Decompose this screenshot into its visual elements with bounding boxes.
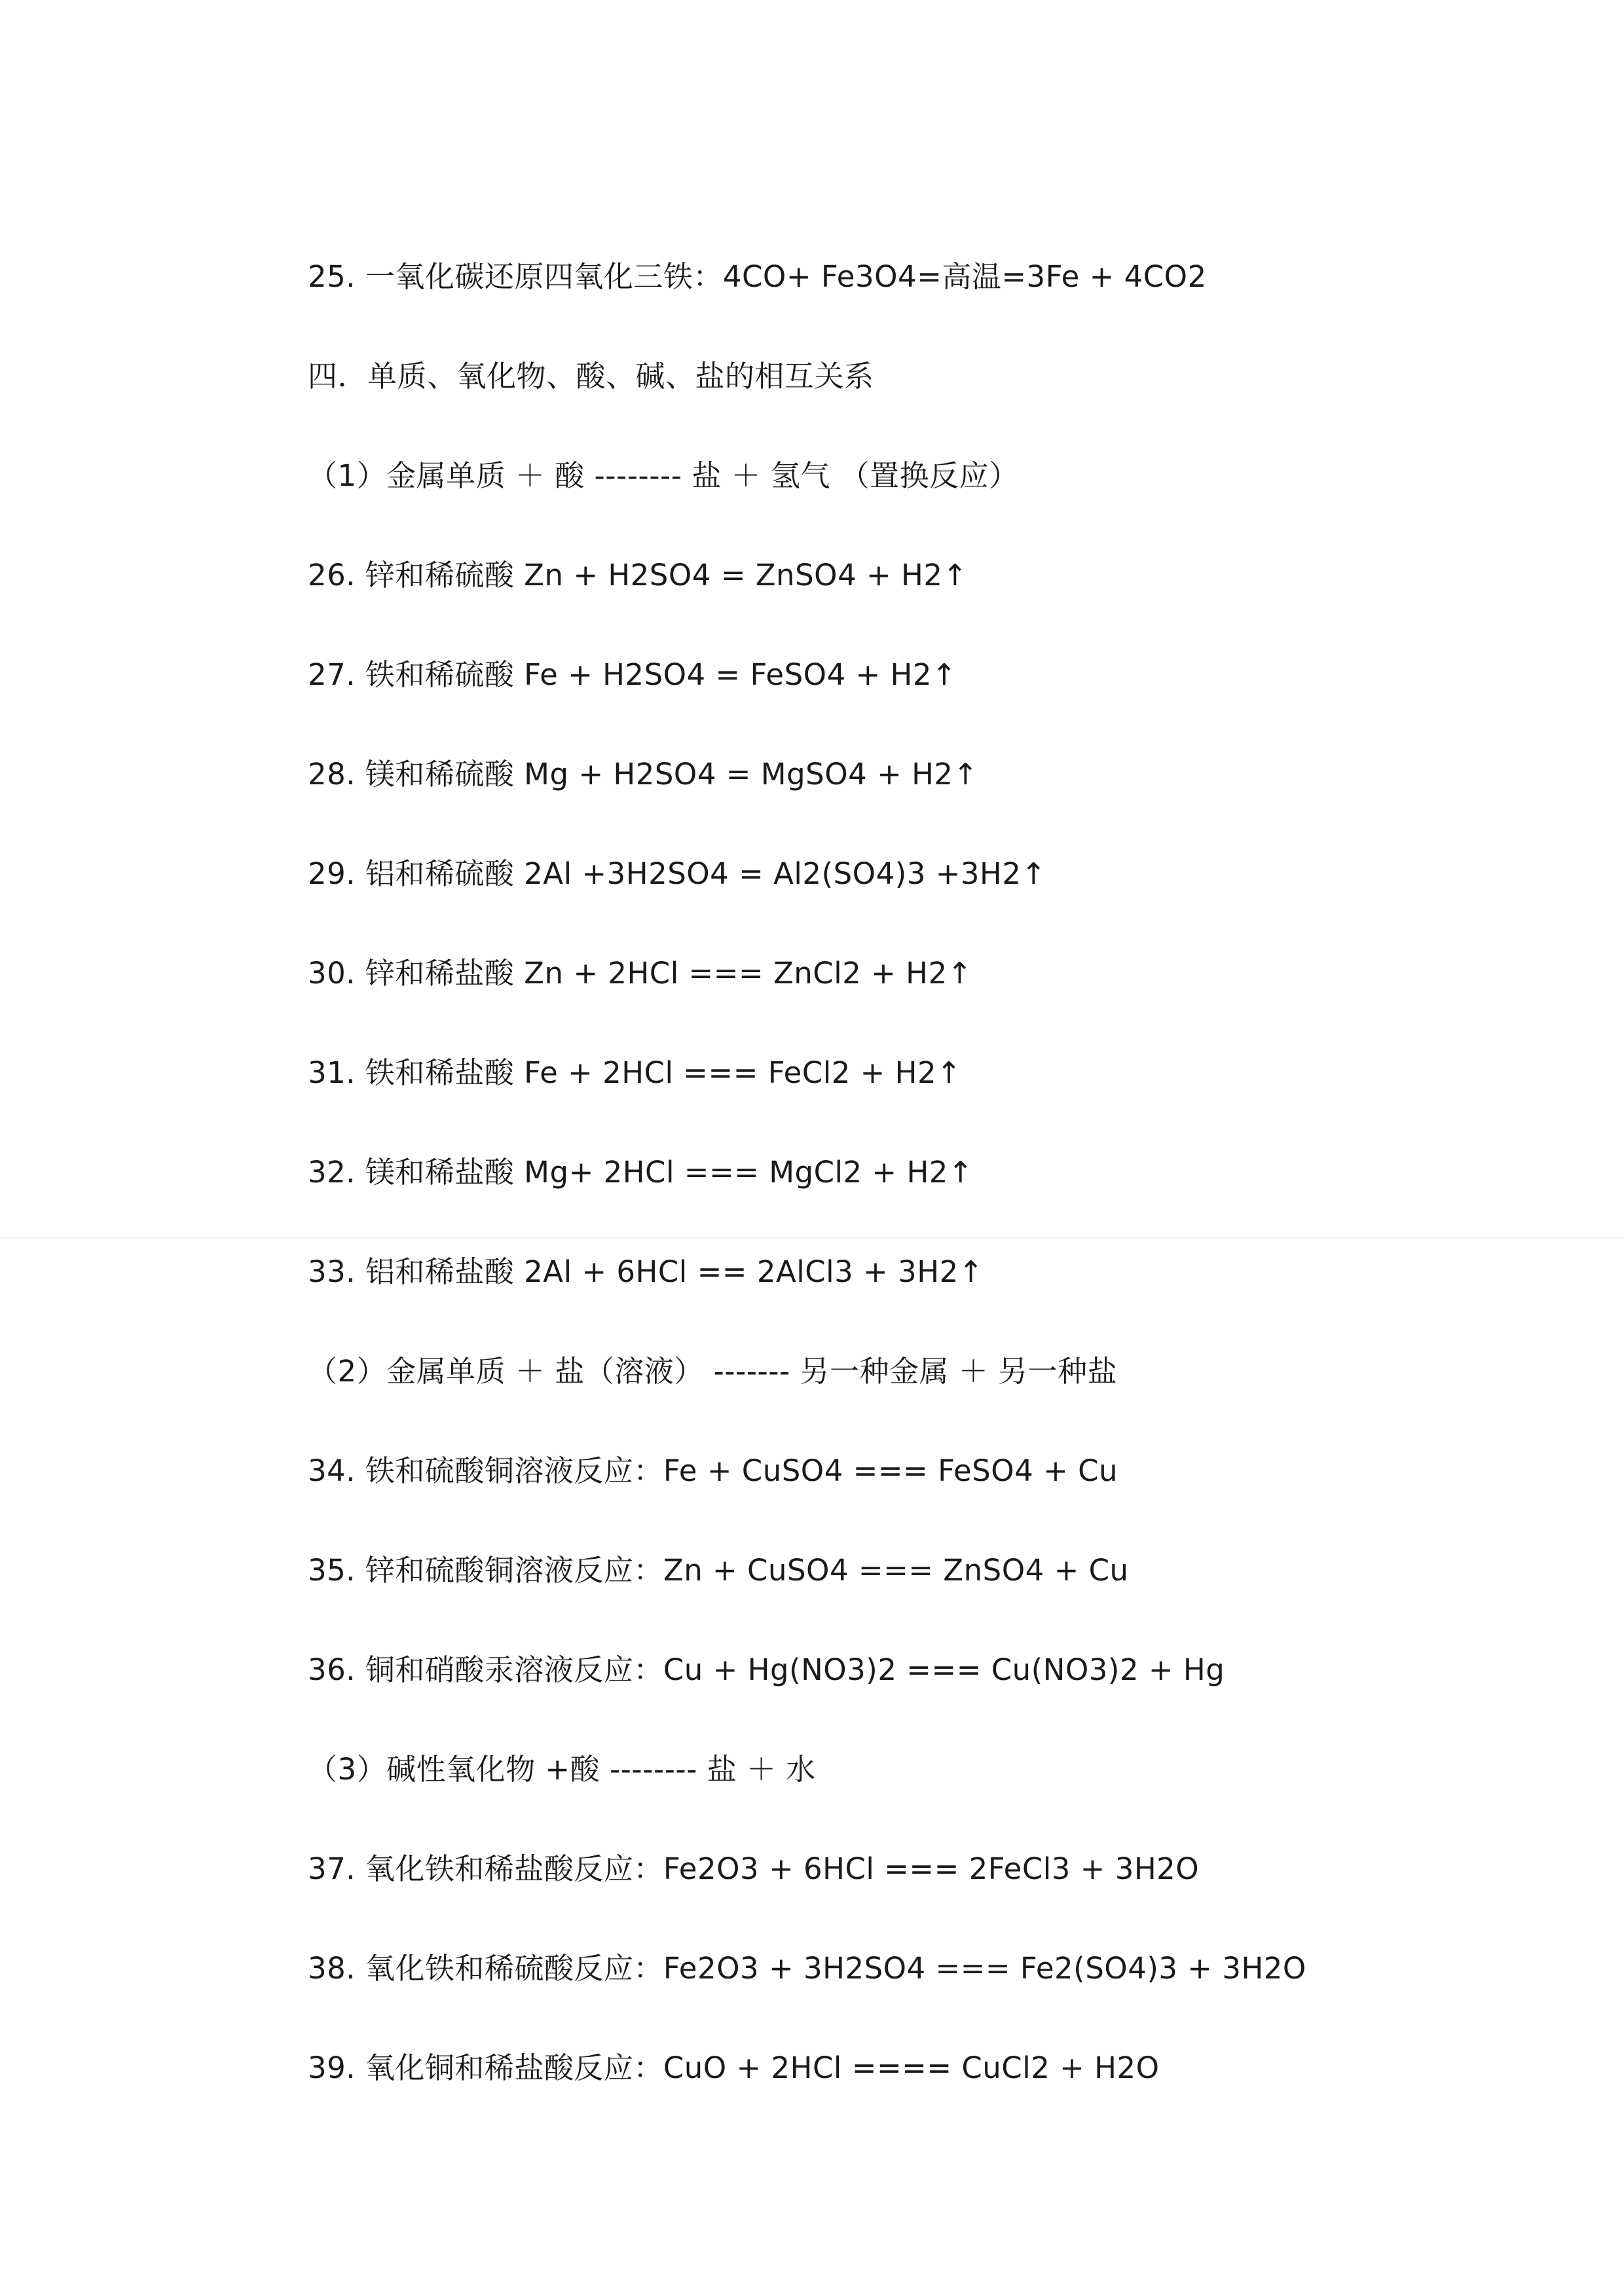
- equation-line-33: 33. 铝和稀盐酸 2Al + 6HCl == 2AlCl3 + 3H2↑: [308, 1254, 984, 1289]
- equation-line-35: 35. 锌和硫酸铜溶液反应：Zn + CuSO4 === ZnSO4 + Cu: [308, 1553, 1129, 1588]
- group-heading-1: （1）金属单质 ＋ 酸 -------- 盐 ＋ 氢气 （置换反应）: [308, 458, 1019, 493]
- equation-line-36: 36. 铜和硝酸汞溶液反应：Cu + Hg(NO3)2 === Cu(NO3)2 + Hg: [308, 1652, 1225, 1687]
- group-heading-3: （3）碱性氧化物 +酸 -------- 盐 ＋ 水: [308, 1752, 816, 1787]
- equation-line-26: 26. 锌和稀硫酸 Zn + H2SO4 = ZnSO4 + H2↑: [308, 558, 968, 592]
- equation-line-32: 32. 镁和稀盐酸 Mg+ 2HCl === MgCl2 + H2↑: [308, 1155, 974, 1190]
- equation-line-30: 30. 锌和稀盐酸 Zn + 2HCl === ZnCl2 + H2↑: [308, 956, 972, 991]
- group-heading-2: （2）金属单质 ＋ 盐（溶液） ------- 另一种金属 ＋ 另一种盐: [308, 1354, 1118, 1389]
- equation-line-25: 25. 一氧化碳还原四氧化三铁：4CO+ Fe3O4=高温=3Fe + 4CO2: [308, 259, 1207, 294]
- section-heading: 四．单质、氧化物、酸、碱、盐的相互关系: [308, 359, 874, 393]
- document-body: [308, 250, 1526, 2141]
- equation-line-27: 27. 铁和稀硫酸 Fe + H2SO4 = FeSO4 + H2↑: [308, 657, 957, 692]
- equation-line-29: 29. 铝和稀硫酸 2Al +3H2SO4 = Al2(SO4)3 +3H2↑: [308, 856, 1046, 891]
- equation-line-31: 31. 铁和稀盐酸 Fe + 2HCl === FeCl2 + H2↑: [308, 1055, 962, 1090]
- equation-line-39: 39. 氧化铜和稀盐酸反应：CuO + 2HCl ==== CuCl2 + H2O: [308, 2050, 1160, 2085]
- equation-line-37: 37. 氧化铁和稀盐酸反应：Fe2O3 + 6HCl === 2FeCl3 + 3H2O: [308, 1851, 1200, 1886]
- equation-line-38: 38. 氧化铁和稀硫酸反应：Fe2O3 + 3H2SO4 === Fe2(SO4)3 + 3H2O: [308, 1951, 1306, 1986]
- equation-line-28: 28. 镁和稀硫酸 Mg + H2SO4 = MgSO4 + H2↑: [308, 757, 978, 792]
- equation-line-34: 34. 铁和硫酸铜溶液反应：Fe + CuSO4 === FeSO4 + Cu: [308, 1453, 1118, 1488]
